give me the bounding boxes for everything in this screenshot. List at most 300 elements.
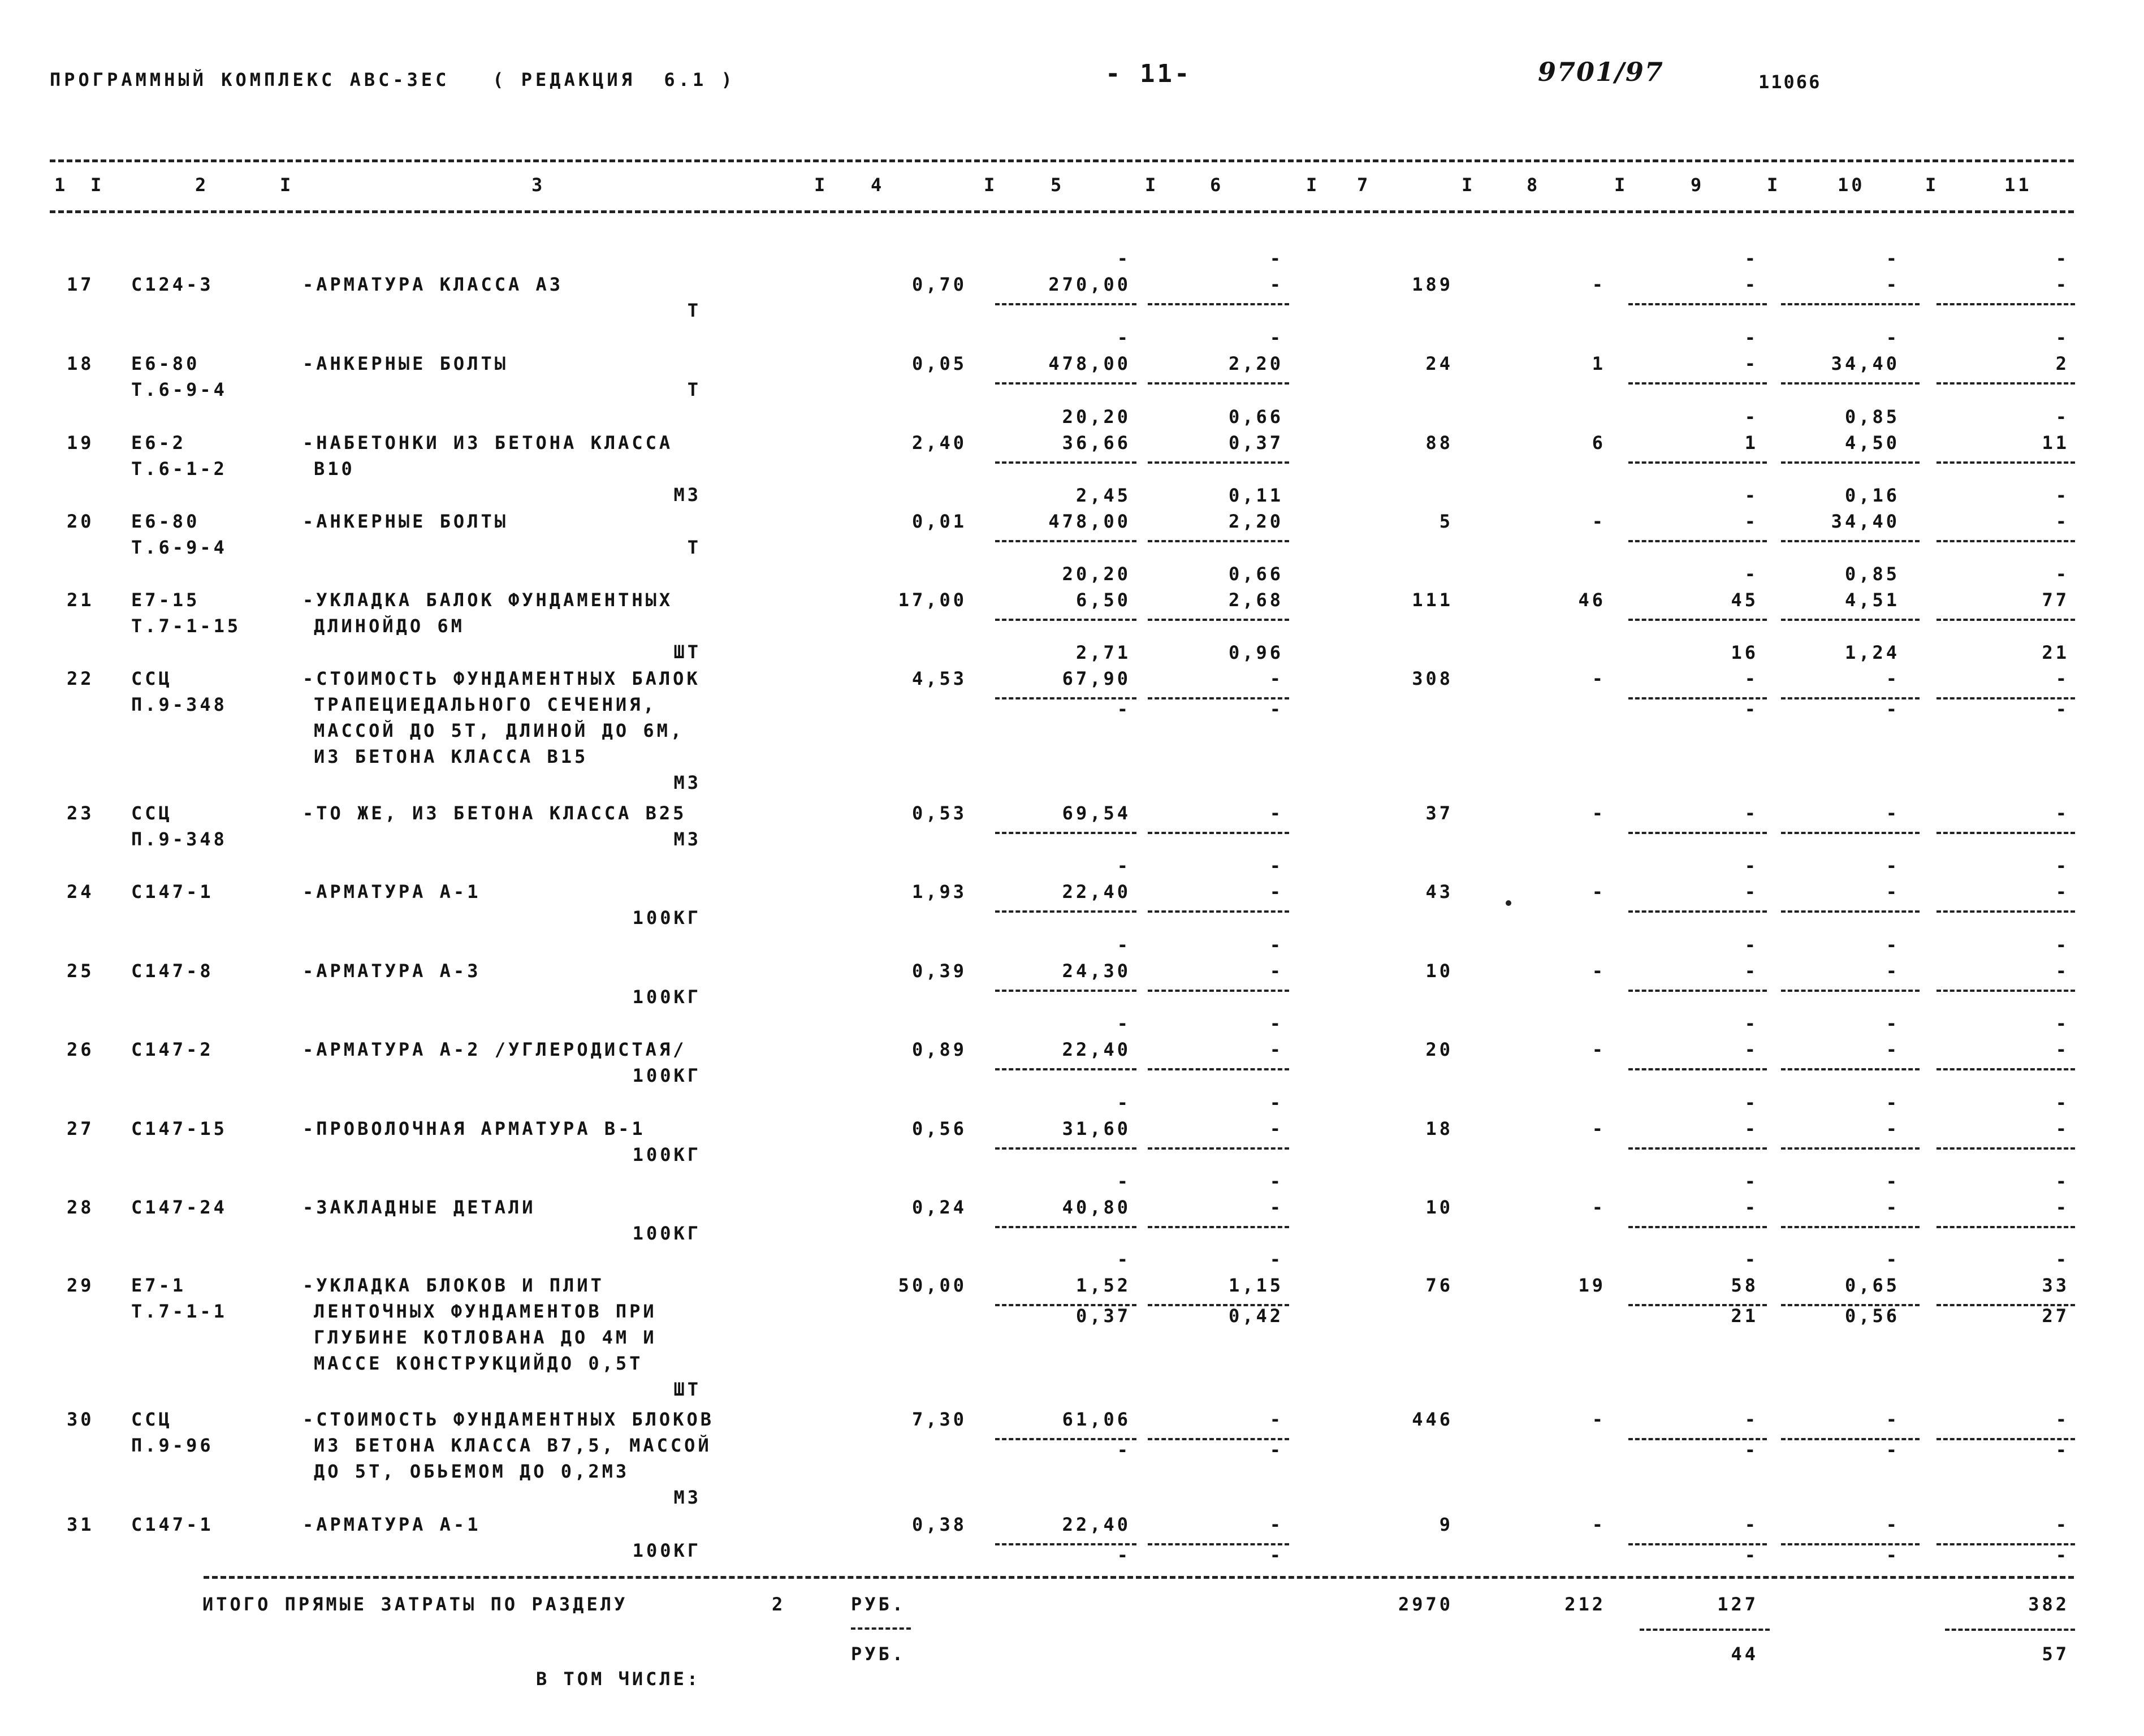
cost-rule: [1628, 461, 1767, 464]
labor-cost: -: [1886, 960, 1900, 982]
machines-cost: -: [1744, 274, 1758, 295]
quantity: 0,39: [911, 960, 967, 982]
unit-cost: 69,54: [1062, 802, 1131, 824]
cost-rule: [995, 910, 1136, 913]
rate-code: Е6-80: [131, 353, 200, 374]
column-number: 11: [2004, 174, 2032, 196]
labor-cost: 0,65: [1844, 1275, 1900, 1296]
unit-cost-machines: 0,37: [1228, 432, 1283, 454]
rate-code-ref: П.9-96: [131, 1435, 214, 1456]
total-wages: 6: [1592, 432, 1606, 454]
labor-top: -: [1886, 248, 1900, 269]
cost-rule: [1936, 1226, 2075, 1228]
column-separator: I: [1145, 174, 1159, 196]
cost-rule: [1781, 1438, 1920, 1440]
extra-cost: 11: [2042, 432, 2069, 454]
total-cost: 76: [1425, 1275, 1453, 1296]
labor-top: -: [1886, 327, 1900, 348]
row-number: 29: [67, 1275, 94, 1296]
cost-rule: [1936, 1438, 2075, 1440]
extra-cost: -: [2055, 1118, 2069, 1139]
cost-rule: [995, 1438, 1136, 1440]
labor-cost: 4,51: [1844, 589, 1900, 611]
machines-cost: -: [1744, 668, 1758, 689]
cost-rule: [1628, 1226, 1767, 1228]
total-cost: 37: [1425, 802, 1453, 824]
unit-cost: 24,30: [1062, 960, 1131, 982]
labor-bottom: 0,56: [1844, 1305, 1900, 1327]
unit-cost: 22,40: [1062, 1039, 1131, 1060]
column-separator: I: [280, 174, 294, 196]
total-cost: 189: [1412, 274, 1453, 295]
labor-top: -: [1886, 934, 1900, 956]
column-separator: I: [1925, 174, 1939, 196]
extra-cost: 77: [2042, 589, 2069, 611]
labor-cost: -: [1886, 668, 1900, 689]
extra-top: -: [2055, 1249, 2069, 1270]
cost-rule: [1148, 382, 1289, 385]
cost-rule: [995, 832, 1136, 834]
unit-cost-machines: -: [1269, 1197, 1283, 1218]
rate-code: С147-2: [131, 1039, 214, 1060]
column-number: 8: [1527, 174, 1541, 196]
rate-code: Е7-1: [131, 1275, 187, 1296]
unit-cost-machines: -: [1269, 881, 1283, 902]
work-description: -АНКЕРНЫЕ БОЛТЫ: [302, 511, 508, 532]
unit-cost: 6,50: [1075, 589, 1131, 611]
total-cost: 10: [1425, 1197, 1453, 1218]
unit-cost-wages: -: [1117, 248, 1131, 269]
quantity: 2,40: [911, 432, 967, 454]
cost-rule: [1936, 697, 2075, 699]
cost-rule: [1781, 832, 1920, 834]
totals-col11-rule: [1945, 1629, 2075, 1631]
quantity: 17,00: [898, 589, 967, 611]
work-description: ТРАПЕЦИЕДАЛЬНОГО СЕЧЕНИЯ,: [314, 694, 657, 715]
unit-cost: 478,00: [1048, 353, 1131, 374]
unit-cost-machines: -: [1269, 960, 1283, 982]
unit-cost-machine-wages: -: [1269, 1171, 1283, 1192]
extra-top: -: [2055, 855, 2069, 876]
rate-code: ССЦ: [131, 802, 172, 824]
cost-rule: [1148, 697, 1289, 699]
work-description: -ЗАКЛАДНЫЕ ДЕТАЛИ: [302, 1197, 536, 1218]
cost-rule: [1628, 990, 1767, 992]
total-wages: 19: [1578, 1275, 1606, 1296]
unit-cost-wages: 2,71: [1075, 642, 1131, 663]
machines-cost: -: [1744, 353, 1758, 374]
work-description: ИЗ БЕТОНА КЛАССА В15: [314, 746, 589, 767]
total-wages: -: [1592, 274, 1606, 295]
totals-unit-underline: [851, 1627, 911, 1630]
unit-cost: 478,00: [1048, 511, 1131, 532]
column-number: 2: [195, 174, 209, 196]
unit-cost-machines: -: [1269, 1039, 1283, 1060]
labor-cost: -: [1886, 802, 1900, 824]
work-description: -НАБЕТОНКИ ИЗ БЕТОНА КЛАССА: [302, 432, 673, 454]
unit: Т: [687, 537, 701, 558]
extra-cost: -: [2055, 802, 2069, 824]
total-cost: 446: [1412, 1409, 1453, 1430]
labor-cost: -: [1886, 1197, 1900, 1218]
unit-cost-machine-wages: -: [1269, 855, 1283, 876]
column-separator: I: [1614, 174, 1628, 196]
cost-rule: [1628, 540, 1767, 542]
column-separator: I: [90, 174, 105, 196]
totals-unit-rub-2: РУБ.: [851, 1643, 906, 1665]
unit-cost-machine-wages: 0,66: [1228, 563, 1283, 585]
cost-rule: [1936, 1147, 2075, 1150]
cost-rule: [1628, 303, 1767, 305]
unit-cost: 22,40: [1062, 1514, 1131, 1535]
unit-cost-labor: 0,37: [1075, 1305, 1131, 1327]
labor-cost: 4,50: [1844, 432, 1900, 454]
cost-rule: [1148, 1438, 1289, 1440]
cost-rule: [1628, 1543, 1767, 1545]
quantity: 0,38: [911, 1514, 967, 1535]
machines-top: -: [1744, 1013, 1758, 1034]
work-description: ЛЕНТОЧНЫХ ФУНДАМЕНТОВ ПРИ: [314, 1301, 657, 1322]
totals-unit-rub: РУБ.: [851, 1594, 906, 1615]
unit-cost-machines: 1,15: [1228, 1275, 1283, 1296]
labor-top: -: [1886, 1249, 1900, 1270]
unit-cost: 31,60: [1062, 1118, 1131, 1139]
row-number: 27: [67, 1118, 94, 1139]
unit-cost-machine-wages: -: [1269, 327, 1283, 348]
machines-cost: -: [1744, 802, 1758, 824]
machines-top: 16: [1731, 642, 1758, 663]
work-description: -АРМАТУРА КЛАССА А3: [302, 274, 564, 295]
table-top-rule: [50, 159, 2074, 162]
labor-cost: -: [1886, 1039, 1900, 1060]
rate-code-ref: Т.7-1-1: [131, 1301, 227, 1322]
work-description: -СТОИМОСТЬ ФУНДАМЕНТНЫХ БАЛОК: [302, 668, 701, 689]
cost-rule: [995, 382, 1136, 385]
cost-rule: [1936, 1543, 2075, 1545]
unit: 100КГ: [632, 986, 701, 1008]
column-separator: I: [814, 174, 828, 196]
total-cost: 20: [1425, 1039, 1453, 1060]
machines-cost: 1: [1744, 432, 1758, 454]
cost-rule: [1936, 619, 2075, 621]
unit-cost-machine-labor: -: [1269, 1544, 1283, 1566]
total-cost: 10: [1425, 960, 1453, 982]
unit: ШТ: [673, 641, 701, 663]
work-description: МАССЕ КОНСТРУКЦИЙДО 0,5Т: [314, 1353, 643, 1374]
extra-top: 21: [2042, 642, 2069, 663]
work-description: ДО 5Т, ОБЬЕМОМ ДО 0,2М3: [314, 1461, 630, 1482]
work-description: -АНКЕРНЫЕ БОЛТЫ: [302, 353, 508, 374]
unit-cost-machine-wages: -: [1269, 248, 1283, 269]
total-wages: -: [1592, 802, 1606, 824]
labor-bottom: -: [1886, 1439, 1900, 1461]
unit-cost: 61,06: [1062, 1409, 1131, 1430]
machines-bottom: -: [1744, 1544, 1758, 1566]
cost-rule: [1781, 461, 1920, 464]
total-wages: -: [1592, 511, 1606, 532]
cost-rule: [1148, 619, 1289, 621]
program-title: ПРОГРАММНЫЙ КОМПЛЕКС АВС-3ЕС ( РЕДАКЦИЯ 6.1 ): [50, 69, 736, 90]
quantity: 0,24: [911, 1197, 967, 1218]
totals-col11-labor: 57: [2042, 1643, 2069, 1665]
cost-rule: [1781, 1304, 1920, 1306]
column-number: 7: [1357, 174, 1371, 196]
cost-rule: [1628, 832, 1767, 834]
cost-rule: [1628, 1068, 1767, 1070]
cost-rule: [1148, 1543, 1289, 1545]
rate-code: ССЦ: [131, 668, 172, 689]
cost-rule: [1936, 540, 2075, 542]
machines-cost: -: [1744, 1514, 1758, 1535]
extra-top: -: [2055, 563, 2069, 585]
total-cost: 111: [1412, 589, 1453, 611]
rate-code-ref: П.9-348: [131, 828, 227, 850]
unit-cost: 36,66: [1062, 432, 1131, 454]
machines-bottom: 21: [1731, 1305, 1758, 1327]
column-number: 3: [531, 174, 546, 196]
cost-rule: [1628, 1147, 1767, 1150]
handwritten-number: 9701/97: [1538, 57, 1664, 87]
total-wages: -: [1592, 1409, 1606, 1430]
machines-cost: 45: [1731, 589, 1758, 611]
total-wages: -: [1592, 881, 1606, 902]
cost-rule: [1148, 303, 1289, 305]
totals-col9: 127: [1717, 1594, 1758, 1615]
total-wages: -: [1592, 1039, 1606, 1060]
unit-cost: 67,90: [1062, 668, 1131, 689]
unit: 100КГ: [632, 1144, 701, 1165]
extra-top: -: [2055, 934, 2069, 956]
work-description: -АРМАТУРА А-3: [302, 960, 481, 982]
machines-cost: -: [1744, 881, 1758, 902]
unit-cost-machine-wages: 0,11: [1228, 485, 1283, 506]
rate-code: ССЦ: [131, 1409, 172, 1430]
unit-cost-wages: -: [1117, 1013, 1131, 1034]
cost-rule: [995, 461, 1136, 464]
work-description: -УКЛАДКА БЛОКОВ И ПЛИТ: [302, 1275, 604, 1296]
rate-code-ref: П.9-348: [131, 694, 227, 715]
labor-top: -: [1886, 1171, 1900, 1192]
row-number: 23: [67, 802, 94, 824]
cost-rule: [1148, 461, 1289, 464]
unit-cost-wages: -: [1117, 1092, 1131, 1113]
unit-cost-machine-wages: 0,66: [1228, 406, 1283, 427]
unit: 100КГ: [632, 1540, 701, 1561]
rate-code: Е7-15: [131, 589, 200, 611]
row-number: 20: [67, 511, 94, 532]
machines-top: -: [1744, 855, 1758, 876]
unit: М3: [673, 772, 701, 793]
unit-cost-machines: 2,20: [1228, 511, 1283, 532]
extra-bottom: -: [2055, 698, 2069, 720]
totals-label: ИТОГО ПРЯМЫЕ ЗАТРАТЫ ПО РАЗДЕЛУ: [202, 1594, 628, 1615]
cost-rule: [995, 697, 1136, 699]
unit-cost-wages: 20,20: [1062, 563, 1131, 585]
labor-top: -: [1886, 1092, 1900, 1113]
machines-cost: -: [1744, 960, 1758, 982]
unit-cost-machines: -: [1269, 802, 1283, 824]
unit-cost-wages: -: [1117, 1171, 1131, 1192]
unit-cost: 270,00: [1048, 274, 1131, 295]
extra-cost: -: [2055, 668, 2069, 689]
extra-bottom: -: [2055, 1544, 2069, 1566]
cost-rule: [1781, 697, 1920, 699]
unit-cost: 22,40: [1062, 881, 1131, 902]
total-cost: 308: [1412, 668, 1453, 689]
labor-cost: -: [1886, 1118, 1900, 1139]
quantity: 4,53: [911, 668, 967, 689]
unit-cost-labor: -: [1117, 698, 1131, 720]
labor-cost: 34,40: [1831, 353, 1900, 374]
row-number: 30: [67, 1409, 94, 1430]
total-wages: -: [1592, 1118, 1606, 1139]
extra-cost: -: [2055, 1409, 2069, 1430]
machines-top: -: [1744, 327, 1758, 348]
cost-rule: [995, 990, 1136, 992]
row-number: 26: [67, 1039, 94, 1060]
totals-including-label: В ТОМ ЧИСЛЕ:: [536, 1668, 701, 1690]
cost-rule: [1781, 540, 1920, 542]
unit: М3: [673, 1487, 701, 1508]
unit: М3: [673, 484, 701, 506]
quantity: 0,01: [911, 511, 967, 532]
unit-cost-machine-labor: -: [1269, 698, 1283, 720]
cost-rule: [1781, 910, 1920, 913]
column-separator: I: [1462, 174, 1476, 196]
work-description: ГЛУБИНЕ КОТЛОВАНА ДО 4М И: [314, 1327, 657, 1348]
rate-code-ref: Т.7-1-15: [131, 615, 241, 637]
row-number: 25: [67, 960, 94, 982]
quantity: 0,05: [911, 353, 967, 374]
machines-top: -: [1744, 485, 1758, 506]
cost-rule: [1628, 619, 1767, 621]
cost-rule: [1781, 303, 1920, 305]
machines-cost: -: [1744, 1039, 1758, 1060]
unit-cost-wages: -: [1117, 1249, 1131, 1270]
unit-cost-machines: -: [1269, 1118, 1283, 1139]
unit-cost-machine-wages: -: [1269, 1013, 1283, 1034]
extra-top: -: [2055, 1013, 2069, 1034]
unit-cost-machine-wages: -: [1269, 1249, 1283, 1270]
quantity: 1,93: [911, 881, 967, 902]
extra-bottom: -: [2055, 1439, 2069, 1461]
extra-cost: -: [2055, 1514, 2069, 1535]
unit-cost-machine-wages: 0,96: [1228, 642, 1283, 663]
work-description: -АРМАТУРА А-2 /УГЛЕРОДИСТАЯ/: [302, 1039, 687, 1060]
quantity: 0,53: [911, 802, 967, 824]
total-wages: 46: [1578, 589, 1606, 611]
column-number: 4: [871, 174, 885, 196]
extra-top: -: [2055, 1092, 2069, 1113]
unit-cost-machines: -: [1269, 274, 1283, 295]
totals-col7: 2970: [1398, 1594, 1453, 1615]
column-separator: I: [984, 174, 998, 196]
work-description: -ПРОВОЛОЧНАЯ АРМАТУРА В-1: [302, 1118, 646, 1139]
totals-col9-labor: 44: [1731, 1643, 1758, 1665]
work-description: -АРМАТУРА А-1: [302, 1514, 481, 1535]
labor-cost: -: [1886, 274, 1900, 295]
total-wages: -: [1592, 1197, 1606, 1218]
total-cost: 88: [1425, 432, 1453, 454]
row-number: 19: [67, 432, 94, 454]
total-wages: 1: [1592, 353, 1606, 374]
cost-rule: [1781, 382, 1920, 385]
extra-top: -: [2055, 327, 2069, 348]
row-number: 24: [67, 881, 94, 902]
cost-rule: [1936, 303, 2075, 305]
labor-bottom: -: [1886, 698, 1900, 720]
rate-code-ref: Т.6-9-4: [131, 537, 227, 558]
machines-bottom: -: [1744, 1439, 1758, 1461]
machines-bottom: -: [1744, 698, 1758, 720]
cost-rule: [1148, 540, 1289, 542]
unit-cost-labor: -: [1117, 1439, 1131, 1461]
labor-top: 0,85: [1844, 406, 1900, 427]
extra-bottom: 27: [2042, 1305, 2069, 1327]
extra-top: -: [2055, 248, 2069, 269]
machines-top: -: [1744, 1249, 1758, 1270]
rate-code: С147-8: [131, 960, 214, 982]
total-cost: 5: [1439, 511, 1453, 532]
unit-cost-machine-wages: -: [1269, 934, 1283, 956]
work-description: -ТО ЖЕ, ИЗ БЕТОНА КЛАССА В25: [302, 802, 687, 824]
cost-rule: [995, 619, 1136, 621]
totals-section-number: 2: [772, 1594, 786, 1615]
stray-dot: [1506, 900, 1511, 906]
unit: М3: [673, 828, 701, 850]
work-description: В10: [314, 458, 355, 480]
extra-cost: -: [2055, 1197, 2069, 1218]
cost-rule: [1148, 910, 1289, 913]
cost-rule: [1148, 990, 1289, 992]
total-cost: 18: [1425, 1118, 1453, 1139]
rate-code-ref: Т.6-9-4: [131, 379, 227, 400]
work-description: ДЛИНОЙДО 6М: [314, 615, 465, 637]
labor-top: 0,16: [1844, 485, 1900, 506]
extra-cost: -: [2055, 274, 2069, 295]
labor-top: -: [1886, 1013, 1900, 1034]
totals-col11: 382: [2028, 1594, 2069, 1615]
cost-rule: [1781, 1147, 1920, 1150]
labor-cost: -: [1886, 881, 1900, 902]
cost-rule: [995, 303, 1136, 305]
row-number: 18: [67, 353, 94, 374]
machines-top: -: [1744, 563, 1758, 585]
labor-cost: -: [1886, 1409, 1900, 1430]
work-description: -АРМАТУРА А-1: [302, 881, 481, 902]
machines-cost: 58: [1731, 1275, 1758, 1296]
unit-cost-machine-labor: -: [1269, 1439, 1283, 1461]
column-number: 10: [1838, 174, 1865, 196]
work-description: МАССОЙ ДО 5Т, ДЛИНОЙ ДО 6М,: [314, 720, 685, 741]
totals-col8: 212: [1564, 1594, 1606, 1615]
work-description: -СТОИМОСТЬ ФУНДАМЕНТНЫХ БЛОКОВ: [302, 1409, 714, 1430]
cost-rule: [1148, 1147, 1289, 1150]
cost-rule: [1781, 619, 1920, 621]
machines-cost: -: [1744, 1118, 1758, 1139]
unit: Т: [687, 379, 701, 400]
unit-cost-wages: -: [1117, 934, 1131, 956]
rate-code-ref: Т.6-1-2: [131, 458, 227, 480]
quantity: 7,30: [911, 1409, 967, 1430]
total-cost: 43: [1425, 881, 1453, 902]
extra-top: -: [2055, 406, 2069, 427]
total-wages: -: [1592, 1514, 1606, 1535]
quantity: 0,56: [911, 1118, 967, 1139]
cost-rule: [995, 1068, 1136, 1070]
cost-rule: [1781, 1226, 1920, 1228]
cost-rule: [1628, 697, 1767, 699]
